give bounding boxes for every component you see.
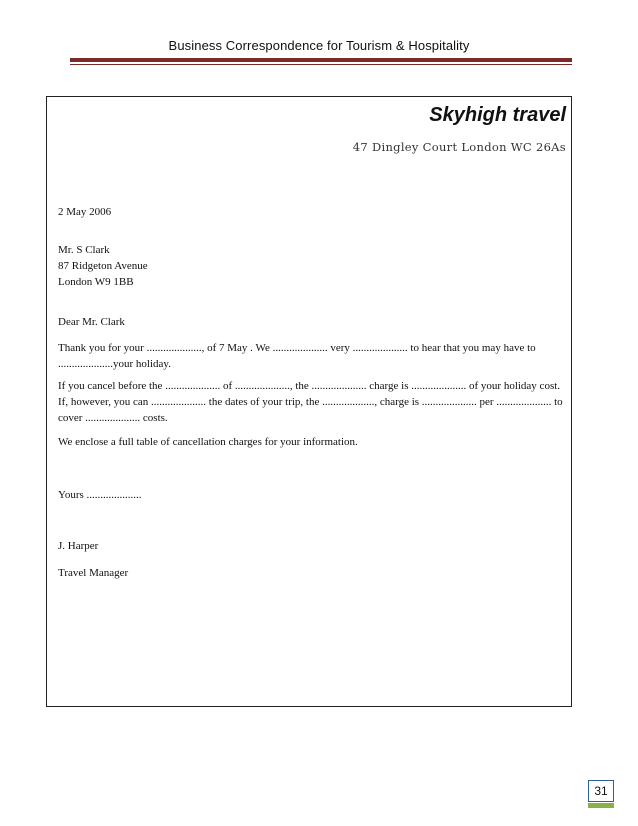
header-rule [70, 58, 572, 62]
company-address: 47 Dingley Court London WC 26As [352, 140, 566, 154]
header-rule-thin [70, 64, 572, 65]
page-number: 31 [588, 780, 614, 802]
paragraph-thanks: Thank you for your ...................., of 7 May . We .................... very .................... to hear that you may have to ....................your holiday. [58, 342, 536, 370]
closing: Yours .................... [58, 489, 142, 501]
recipient-city: London W9 1BB [58, 276, 134, 288]
signature-title: Travel Manager [58, 567, 129, 579]
company-name: Skyhigh travel [429, 104, 566, 126]
paragraph-cancellation: If you cancel before the .................... of ...................., the .................... charge is .................... of your holiday cost. If, however, you can .................... the dates of your trip, the ..................., charge is .................... per .................... to cover .................... costs. [58, 380, 563, 424]
salutation: Dear Mr. Clark [58, 316, 125, 328]
page-header-title: Business Correspondence for Tourism & Hospitality [168, 38, 470, 53]
signature-name: J. Harper [58, 540, 99, 552]
paragraph-enclosure: We enclose a full table of cancellation charges for your information. [58, 436, 358, 448]
recipient-street: 87 Ridgeton Avenue [58, 260, 148, 272]
page-number-bar [588, 803, 614, 808]
letter-date: 2 May 2006 [58, 206, 112, 218]
recipient-name: Mr. S Clark [58, 244, 110, 256]
